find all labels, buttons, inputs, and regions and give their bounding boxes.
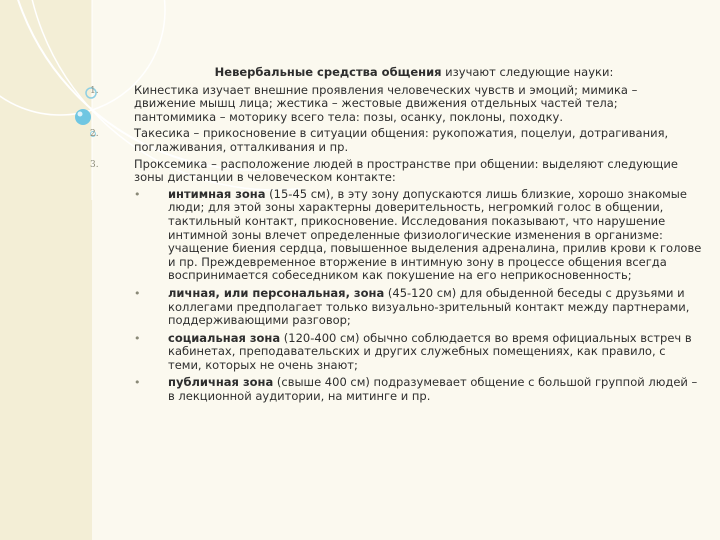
- blue-dot-icon: [75, 109, 91, 125]
- zone-name: личная, или персональная, зона: [168, 285, 385, 300]
- item-number: 1.: [90, 85, 99, 96]
- title-rest: изучают следующие науки:: [441, 65, 614, 79]
- list-item: [90, 82, 702, 125]
- zone-item-social: [96, 332, 702, 373]
- title-bold: Невербальные средства общения: [214, 65, 442, 79]
- zone-text: (45-120 см) для обыденной беседы с друзьями и коллегами предполагает только визуально-зрительный контакт между партнерами, поддерживающими разговор;: [168, 285, 690, 328]
- item-text: Кинестика изучает внешние проявления человеческих чувств и эмоций; мимика – движение мышц лица; жестика – жестовые движения отдельных частей тела; пантомимика – моторику всего тела: позы, осанку, поклоны, походку.: [134, 82, 638, 124]
- zone-text: (15-45 см), в эту зону допускаются лишь близкие, хорошо знакомые люди; для этой зоны характерны доверительность, негромкий голос в общении, тактильный контакт, прикосновение. Исследования показывают, что нарушение интимной зоны влечет определенные физиологические изменения в организме: учащение биения сердца, повышенное выделения адреналина, прилив крови к голове и пр. Преждевременное вторжение в интимную зону в процессе общения всегда воспринимается собеседником как покушение на его неприкосновенность;: [168, 186, 702, 283]
- zone-text: (свыше 400 см) подразумевает общение с большой группой людей – в лекционной аудитории, на митинге и пр.: [168, 375, 698, 404]
- zone-item-personal: [96, 287, 702, 328]
- list-item: [90, 156, 702, 185]
- slide-title: [96, 66, 702, 80]
- zone-name: социальная зона: [168, 330, 281, 345]
- zone-item-intimate: [96, 188, 702, 283]
- zone-item-public: [96, 376, 702, 403]
- bullet-icon: •: [134, 376, 141, 390]
- bullet-icon: •: [134, 286, 141, 300]
- zone-name: публичная зона: [168, 375, 274, 390]
- item-number: 2.: [90, 129, 99, 140]
- zone-name: интимная зона: [168, 186, 266, 201]
- bullet-icon: •: [134, 331, 141, 345]
- list-item: [90, 126, 702, 154]
- item-text: Такесика – прикосновение в ситуации общения: рукопожатия, поцелуи, дотрагивания, поглаживания, отталкивания и пр.: [134, 126, 669, 154]
- zone-text: (120-400 см) обычно соблюдается во время официальных встреч в кабинетах, преподавательских и других служебных помещениях, как правило, с теми, которых не очень знают;: [168, 330, 692, 372]
- bullet-icon: •: [134, 187, 141, 201]
- item-text: Проксемика – расположение людей в пространстве при общении: выделяют следующие зоны дистанции в человеческом контакте:: [134, 156, 678, 185]
- item-number: 3.: [90, 159, 99, 170]
- slide-content: [90, 65, 702, 408]
